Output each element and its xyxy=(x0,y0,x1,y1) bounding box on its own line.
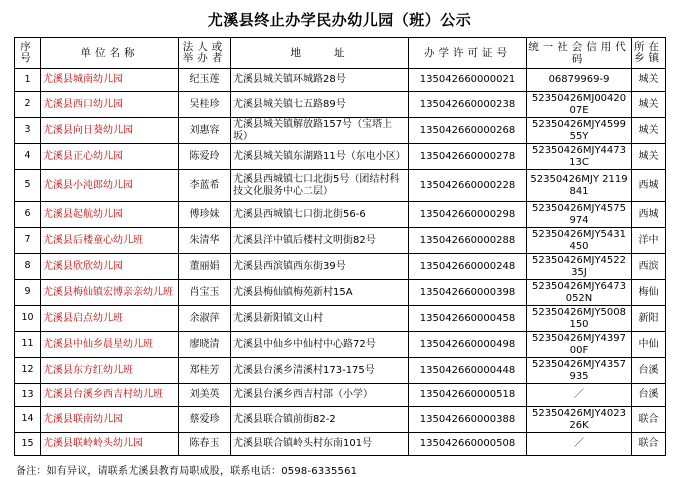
table-row xyxy=(15,433,666,456)
cell-region: 联合 xyxy=(632,433,666,456)
cell-credit: 52350426MJY5008150 xyxy=(527,306,632,332)
cell-address: 尤溪县西城镇七口街北街56-6 xyxy=(231,202,409,228)
cell-region: 西滨 xyxy=(632,254,666,280)
cell-legal: 陈爱玲 xyxy=(179,144,231,170)
cell-legal: 纪玉莲 xyxy=(179,69,231,92)
cell-seq: 9 xyxy=(15,280,41,306)
cell-region: 城关 xyxy=(632,118,666,144)
cell-legal: 蔡爱珍 xyxy=(179,407,231,433)
cell-credit: 52350426MJY459955Y xyxy=(527,118,632,144)
table-row xyxy=(15,306,666,332)
cell-name: 尤溪县中仙乡晨星幼儿班 xyxy=(41,332,179,358)
cell-name: 尤溪县向日葵幼儿园 xyxy=(41,118,179,144)
cell-credit: ／ xyxy=(527,384,632,407)
table-header xyxy=(15,38,666,69)
cell-region: 城关 xyxy=(632,69,666,92)
table-row xyxy=(15,280,666,306)
cell-license: 135042660000248 xyxy=(409,254,527,280)
column-header-name: 单位名称 xyxy=(41,38,179,69)
cell-address: 尤溪县台溪乡西吉村部（小学） xyxy=(231,384,409,407)
column-header-license: 办学许可证号 xyxy=(409,38,527,69)
cell-credit: 52350426MJY439700F xyxy=(527,332,632,358)
cell-legal: 董丽娟 xyxy=(179,254,231,280)
cell-seq: 10 xyxy=(15,306,41,332)
cell-seq: 7 xyxy=(15,228,41,254)
cell-region: 西城 xyxy=(632,202,666,228)
cell-license: 135042660000278 xyxy=(409,144,527,170)
table-row xyxy=(15,170,666,202)
cell-name: 尤溪县后楼童心幼儿班 xyxy=(41,228,179,254)
column-header-region: 所在乡镇 xyxy=(632,38,666,69)
cell-legal: 吴桂珍 xyxy=(179,92,231,118)
cell-credit: 52350426MJY 2119841 xyxy=(527,170,632,202)
cell-name: 尤溪县小沌郎幼儿园 xyxy=(41,170,179,202)
cell-license: 135042660000388 xyxy=(409,407,527,433)
cell-legal: 刘美英 xyxy=(179,384,231,407)
cell-name: 尤溪县台溪乡西吉村幼儿班 xyxy=(41,384,179,407)
cell-legal: 朱清华 xyxy=(179,228,231,254)
cell-name: 尤溪县梅仙镇宏博亲亲幼儿班 xyxy=(41,280,179,306)
table-row xyxy=(15,118,666,144)
cell-seq: 2 xyxy=(15,92,41,118)
cell-name: 尤溪县启点幼儿班 xyxy=(41,306,179,332)
cell-region: 联合 xyxy=(632,407,666,433)
table-row xyxy=(15,69,666,92)
cell-name: 尤溪县联岭岭头幼儿园 xyxy=(41,433,179,456)
cell-seq: 14 xyxy=(15,407,41,433)
table-row xyxy=(15,202,666,228)
cell-credit: 52350426MJY5431450 xyxy=(527,228,632,254)
column-header-legal: 法人或举办者 xyxy=(179,38,231,69)
cell-legal: 肖宝玉 xyxy=(179,280,231,306)
table-row xyxy=(15,254,666,280)
table-row xyxy=(15,92,666,118)
cell-region: 中仙 xyxy=(632,332,666,358)
cell-seq: 1 xyxy=(15,69,41,92)
cell-license: 135042660000518 xyxy=(409,384,527,407)
cell-seq: 11 xyxy=(15,332,41,358)
page-title: 尤溪县终止办学民办幼儿园（班）公示 xyxy=(207,11,472,29)
cell-address: 尤溪县西滨镇西东街39号 xyxy=(231,254,409,280)
cell-license: 135042660000458 xyxy=(409,306,527,332)
cell-name: 尤溪县东方红幼儿班 xyxy=(41,358,179,384)
cell-region: 城关 xyxy=(632,144,666,170)
cell-address: 尤溪县联合镇岭头村东南101号 xyxy=(231,433,409,456)
cell-seq: 6 xyxy=(15,202,41,228)
cell-region: 西城 xyxy=(632,170,666,202)
cell-license: 135042660000228 xyxy=(409,170,527,202)
cell-legal: 刘惠容 xyxy=(179,118,231,144)
cell-address: 尤溪县梅仙镇梅苑新村15A xyxy=(231,280,409,306)
cell-license: 135042660000021 xyxy=(409,69,527,92)
cell-address: 尤溪县城关镇七五路89号 xyxy=(231,92,409,118)
table-row xyxy=(15,407,666,433)
cell-license: 135042660000498 xyxy=(409,332,527,358)
cell-region: 台溪 xyxy=(632,358,666,384)
cell-seq: 12 xyxy=(15,358,41,384)
cell-address: 尤溪县联合镇前街82-2 xyxy=(231,407,409,433)
table-row xyxy=(15,144,666,170)
cell-legal: 李蓝希 xyxy=(179,170,231,202)
cell-credit: 52350426MJY452235J xyxy=(527,254,632,280)
cell-legal: 廖晓清 xyxy=(179,332,231,358)
cell-license: 135042660000288 xyxy=(409,228,527,254)
cell-seq: 4 xyxy=(15,144,41,170)
footer-note: 备注：如有异议，请联系尤溪县教育局职成股，联系电话：0598-6335561 xyxy=(16,466,358,477)
cell-name: 尤溪县起航幼儿园 xyxy=(41,202,179,228)
cell-region: 洋中 xyxy=(632,228,666,254)
table-header-row xyxy=(15,38,666,69)
cell-name: 尤溪县正心幼儿园 xyxy=(41,144,179,170)
cell-name: 尤溪县联南幼儿园 xyxy=(41,407,179,433)
cell-legal: 郑桂芳 xyxy=(179,358,231,384)
column-header-seq: 序号 xyxy=(15,38,41,69)
cell-license: 135042660000448 xyxy=(409,358,527,384)
column-header-credit: 统一社会信用代码 xyxy=(527,38,632,69)
table-row xyxy=(15,358,666,384)
table-body xyxy=(15,69,666,456)
cell-license: 135042660000268 xyxy=(409,118,527,144)
cell-name: 尤溪县欣欣幼儿园 xyxy=(41,254,179,280)
cell-license: 135042660000298 xyxy=(409,202,527,228)
table-row xyxy=(15,228,666,254)
cell-name: 尤溪县西口幼儿园 xyxy=(41,92,179,118)
cell-license: 135042660000398 xyxy=(409,280,527,306)
cell-legal: 陈春玉 xyxy=(179,433,231,456)
cell-region: 台溪 xyxy=(632,384,666,407)
cell-address: 尤溪县中仙乡中仙村中心路72号 xyxy=(231,332,409,358)
cell-address: 尤溪县台溪乡清溪村173-175号 xyxy=(231,358,409,384)
cell-seq: 3 xyxy=(15,118,41,144)
cell-seq: 15 xyxy=(15,433,41,456)
cell-address: 尤溪县西城镇七口北街5号（团结村科技文化服务中心二层） xyxy=(231,170,409,202)
cell-credit: 52350426MJY447313C xyxy=(527,144,632,170)
cell-license: 135042660000508 xyxy=(409,433,527,456)
cell-credit: 52350426MJY4357935 xyxy=(527,358,632,384)
cell-address: 尤溪县城关镇环城路28号 xyxy=(231,69,409,92)
cell-license: 135042660000238 xyxy=(409,92,527,118)
cell-legal: 余淑萍 xyxy=(179,306,231,332)
cell-seq: 8 xyxy=(15,254,41,280)
cell-address: 尤溪县洋中镇后楼村文明街82号 xyxy=(231,228,409,254)
cell-name: 尤溪县城南幼儿园 xyxy=(41,69,179,92)
cell-region: 新阳 xyxy=(632,306,666,332)
cell-region: 城关 xyxy=(632,92,666,118)
cell-legal: 傅珍妹 xyxy=(179,202,231,228)
cell-seq: 5 xyxy=(15,170,41,202)
cell-credit: 52350426MJY402326K xyxy=(527,407,632,433)
cell-credit: 52350426MJY6473052N xyxy=(527,280,632,306)
cell-credit: ／ xyxy=(527,433,632,456)
cell-credit: 06879969-9 xyxy=(527,69,632,92)
cell-credit: 52350426MJ0042007E xyxy=(527,92,632,118)
cell-address: 尤溪县新阳镇文山村 xyxy=(231,306,409,332)
table-row xyxy=(15,384,666,407)
kindergarten-table xyxy=(14,37,666,456)
table-row xyxy=(15,332,666,358)
cell-address: 尤溪县城关镇解放路157号（宝塔上坂） xyxy=(231,118,409,144)
cell-credit: 52350426MJY4575974 xyxy=(527,202,632,228)
column-header-address: 地 址 xyxy=(231,38,409,69)
cell-seq: 13 xyxy=(15,384,41,407)
cell-address: 尤溪县城关镇东湖路11号（东电小区） xyxy=(231,144,409,170)
cell-region: 梅仙 xyxy=(632,280,666,306)
